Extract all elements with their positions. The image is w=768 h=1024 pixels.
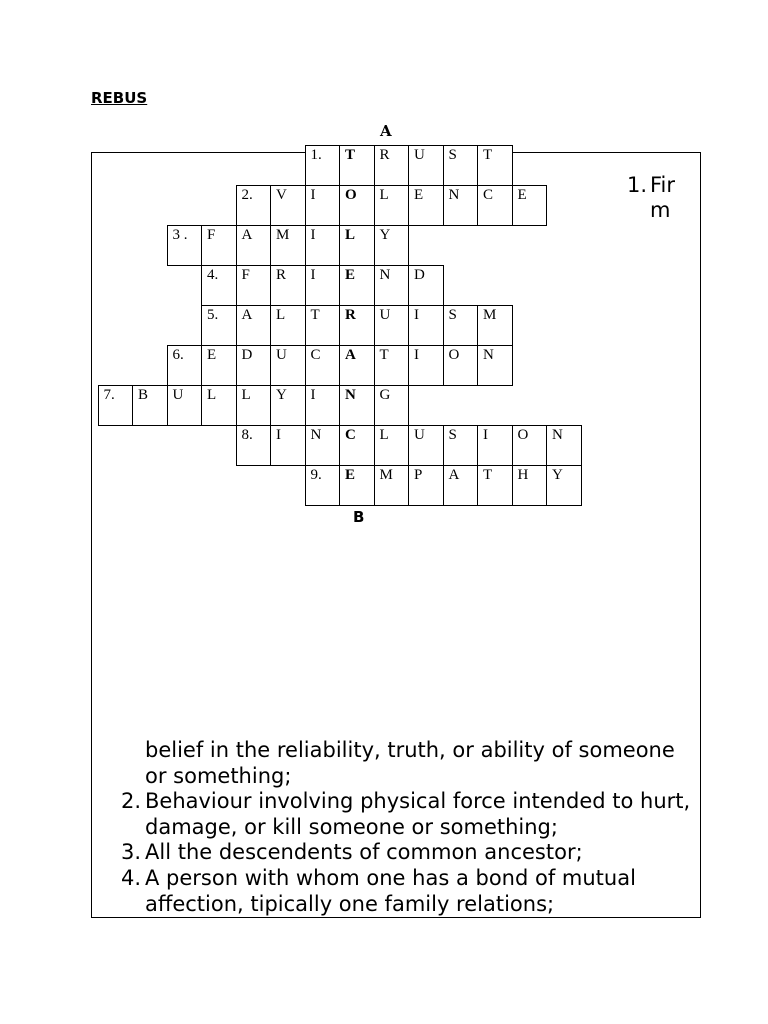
side-clue-line-1: Fir: [650, 173, 676, 197]
letter-cell: L: [236, 385, 272, 426]
letter-cell: D: [236, 345, 272, 386]
clue-number: 3.: [121, 840, 142, 865]
letter-cell: N: [305, 425, 341, 466]
key-letter-cell: R: [339, 305, 375, 346]
letter-cell: V: [270, 185, 306, 226]
key-letter-cell: N: [339, 385, 375, 426]
letter-cell: I: [305, 385, 341, 426]
key-letter-cell: L: [339, 225, 375, 266]
letter-cell: I: [305, 225, 341, 266]
clue-number-cell: 9.: [305, 465, 341, 506]
letter-cell: F: [236, 265, 272, 306]
letter-cell: T: [374, 345, 410, 386]
side-clue-number: 1.: [627, 173, 648, 197]
letter-cell: I: [270, 425, 306, 466]
letter-cell: S: [443, 305, 479, 346]
key-letter-cell: T: [339, 145, 375, 186]
letter-cell: I: [408, 345, 444, 386]
letter-cell: O: [443, 345, 479, 386]
clue-item: [105, 738, 695, 789]
clue-item: [105, 866, 695, 917]
clue-number: 4.: [121, 865, 142, 890]
clue-number-cell: 3 .: [167, 225, 203, 266]
clue-text: belief in the reliability, truth, or ability of someone or something;: [145, 738, 675, 788]
letter-cell: T: [305, 305, 341, 346]
column-label-b: B: [353, 508, 365, 526]
letter-cell: O: [512, 425, 548, 466]
letter-cell: S: [443, 145, 479, 186]
letter-cell: G: [374, 385, 410, 426]
letter-cell: T: [477, 465, 513, 506]
clue-number: 2.: [121, 789, 142, 814]
letter-cell: L: [374, 425, 410, 466]
clue-list: [105, 738, 695, 917]
side-clue: [627, 173, 675, 223]
letter-cell: I: [305, 185, 341, 226]
letter-cell: I: [305, 265, 341, 306]
letter-cell: P: [408, 465, 444, 506]
letter-cell: C: [477, 185, 513, 226]
clue-text: Behaviour involving physical force intended to hurt, damage, or kill someone or something;: [145, 789, 691, 839]
letter-cell: N: [443, 185, 479, 226]
letter-cell: A: [443, 465, 479, 506]
clue-number-cell: 1.: [305, 145, 341, 186]
letter-cell: U: [270, 345, 306, 386]
letter-cell: A: [236, 305, 272, 346]
letter-cell: B: [132, 385, 168, 426]
letter-cell: M: [270, 225, 306, 266]
letter-cell: L: [270, 305, 306, 346]
letter-cell: U: [167, 385, 203, 426]
key-letter-cell: O: [339, 185, 375, 226]
letter-cell: H: [512, 465, 548, 506]
page-title: REBUS: [91, 89, 148, 107]
column-label-a: A: [380, 122, 392, 140]
letter-cell: N: [477, 345, 513, 386]
letter-cell: E: [408, 185, 444, 226]
letter-cell: C: [305, 345, 341, 386]
letter-cell: R: [374, 145, 410, 186]
letter-cell: L: [374, 185, 410, 226]
clue-number-cell: 7.: [98, 385, 134, 426]
letter-cell: L: [201, 385, 237, 426]
clue-number-cell: 2.: [236, 185, 272, 226]
letter-cell: M: [374, 465, 410, 506]
key-letter-cell: C: [339, 425, 375, 466]
letter-cell: I: [408, 305, 444, 346]
clue-number-cell: 4.: [201, 265, 237, 306]
letter-cell: T: [477, 145, 513, 186]
letter-cell: M: [477, 305, 513, 346]
letter-cell: R: [270, 265, 306, 306]
letter-cell: U: [408, 145, 444, 186]
letter-cell: U: [408, 425, 444, 466]
side-clue-line-2: m: [650, 198, 671, 222]
key-letter-cell: E: [339, 265, 375, 306]
letter-cell: Y: [546, 465, 582, 506]
clue-text: All the descendents of common ancestor;: [145, 840, 583, 865]
letter-cell: E: [201, 345, 237, 386]
letter-cell: A: [236, 225, 272, 266]
letter-cell: D: [408, 265, 444, 306]
letter-cell: N: [374, 265, 410, 306]
key-letter-cell: E: [339, 465, 375, 506]
letter-cell: U: [374, 305, 410, 346]
letter-cell: F: [201, 225, 237, 266]
letter-cell: N: [546, 425, 582, 466]
clue-item: [105, 789, 695, 840]
letter-cell: S: [443, 425, 479, 466]
letter-cell: Y: [270, 385, 306, 426]
key-letter-cell: A: [339, 345, 375, 386]
clue-number-cell: 8.: [236, 425, 272, 466]
clue-item: [105, 840, 695, 866]
clue-number-cell: 5.: [201, 305, 237, 346]
letter-cell: E: [512, 185, 548, 226]
letter-cell: Y: [374, 225, 410, 266]
letter-cell: I: [477, 425, 513, 466]
clue-text: A person with whom one has a bond of mutual affection, tipically one family relations;: [145, 865, 636, 916]
clue-number-cell: 6.: [167, 345, 203, 386]
